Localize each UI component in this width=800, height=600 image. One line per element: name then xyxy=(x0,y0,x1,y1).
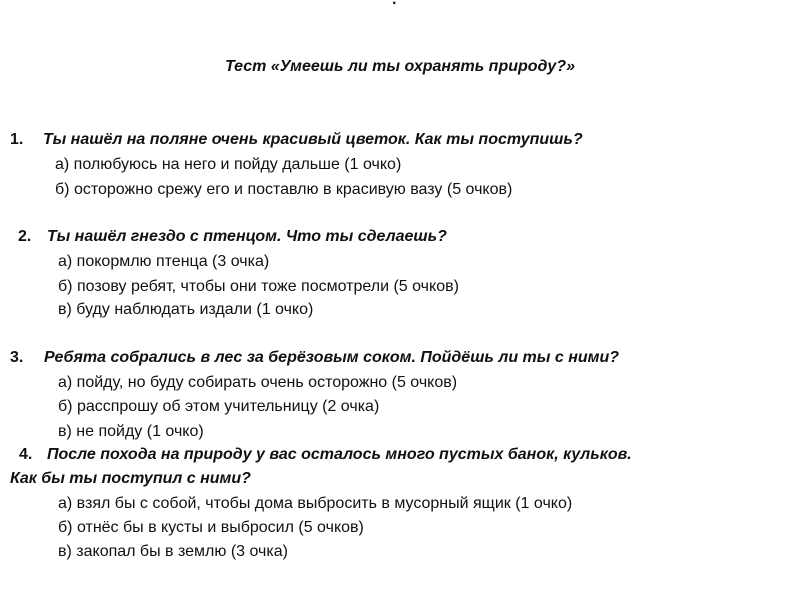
answer-option: а) взял бы с собой, чтобы дома выбросить в мусорный ящик (1 очко) xyxy=(58,495,573,512)
answer-option: а) полюбуюсь на него и пойду дальше (1 очко) xyxy=(55,156,402,173)
question-text: Ребята собрались в лес за берёзовым соком. Пойдёшь ли ты с ними? xyxy=(44,349,620,366)
answer-option: б) позову ребят, чтобы они тоже посмотрели (5 очков) xyxy=(58,278,459,295)
answer-option: б) осторожно срежу его и поставлю в красивую вазу (5 очков) xyxy=(55,181,513,198)
question-text: Ты нашёл на поляне очень красивый цветок. Как ты поступишь? xyxy=(43,131,583,148)
answer-option: б) отнёс бы в кусты и выбросил (5 очков) xyxy=(58,519,364,536)
answer-option: а) покормлю птенца (3 очка) xyxy=(58,253,270,270)
question-4-continued: Как бы ты поступил с ними? xyxy=(10,470,251,487)
question-number: 3. xyxy=(10,349,24,366)
answer-option: а) пойду, но буду собирать очень осторожно (5 очков) xyxy=(58,374,458,391)
question-text: Ты нашёл гнездо с птенцом. Что ты сделаешь? xyxy=(47,228,447,245)
question-1 xyxy=(10,130,583,150)
page-title: Тест «Умеешь ли ты охранять природу?» xyxy=(224,58,575,75)
question-4 xyxy=(19,445,632,465)
question-number: 2. xyxy=(18,228,32,245)
question-text: После похода на природу у вас осталось много пустых банок, кульков. xyxy=(47,446,632,463)
header-mark: · xyxy=(392,0,398,12)
answer-option: б) расспрошу об этом учительницу (2 очка) xyxy=(58,398,380,415)
answer-option: в) буду наблюдать издали (1 очко) xyxy=(58,301,314,318)
answer-option: в) не пойду (1 очко) xyxy=(58,423,204,440)
question-number: 1. xyxy=(10,131,24,148)
question-2 xyxy=(18,227,447,247)
question-3 xyxy=(10,348,619,368)
answer-option: в) закопал бы в землю (3 очка) xyxy=(58,543,288,560)
question-number: 4. xyxy=(19,446,33,463)
